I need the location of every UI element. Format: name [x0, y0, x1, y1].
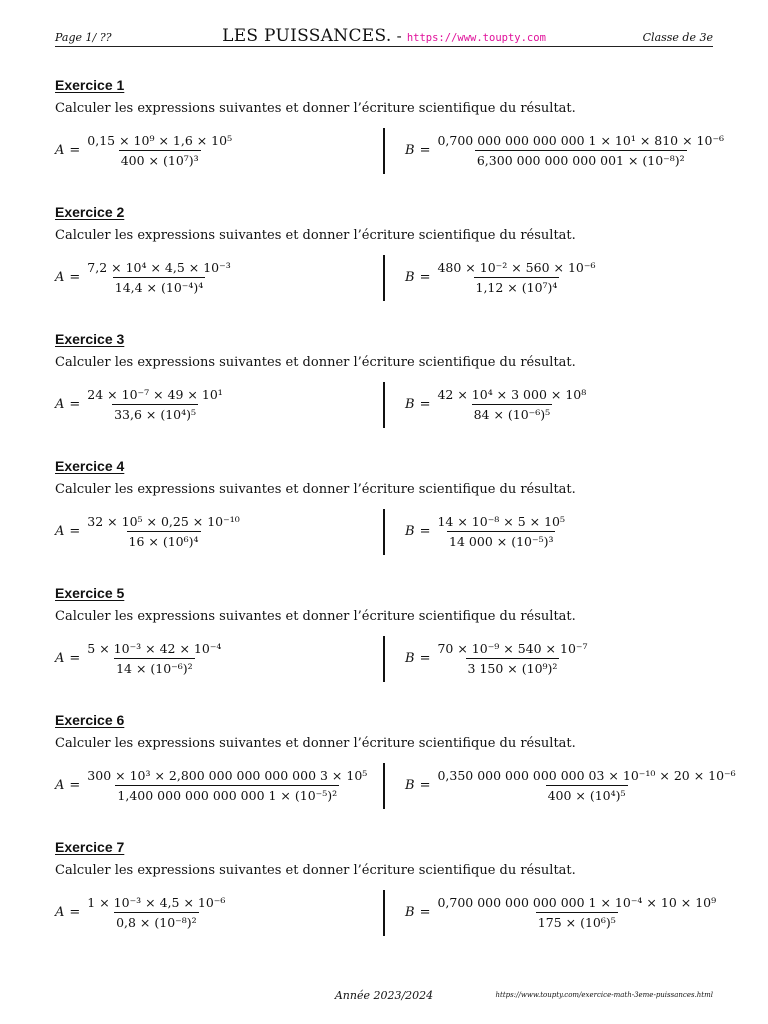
numerator: 0,15 × 10⁹ × 1,6 × 10⁵ [87, 132, 233, 148]
expression-b [405, 378, 588, 430]
exercise-expressions [55, 759, 736, 811]
fraction [85, 133, 234, 168]
class-level: Classe de 3e [642, 31, 713, 44]
column-divider [383, 382, 385, 428]
exercise-instruction: Calculer les expressions suivantes et donner l’écriture scientifique du résultat. [55, 228, 576, 243]
equals-sign: = [419, 523, 431, 539]
expression-b [405, 886, 718, 938]
exercise-title: Exercice 3 [55, 331, 125, 347]
equals-sign: = [419, 142, 431, 158]
expression-a [55, 251, 233, 303]
fraction [435, 133, 726, 168]
variable-name: B [405, 777, 415, 793]
exercise-5 [55, 585, 713, 695]
variable-name: A [55, 650, 65, 666]
exercise-title: Exercice 1 [55, 77, 125, 93]
exercise-title: Exercice 5 [55, 585, 125, 601]
equals-sign: = [69, 904, 81, 920]
equals-sign: = [69, 650, 81, 666]
numerator: 5 × 10⁻³ × 42 × 10⁻⁴ [87, 640, 222, 656]
expression-a [55, 124, 234, 176]
variable-name: A [55, 396, 65, 412]
exercise-6 [55, 712, 736, 822]
equals-sign: = [419, 396, 431, 412]
numerator: 24 × 10⁻⁷ × 49 × 10¹ [87, 386, 223, 402]
exercise-expressions [55, 632, 713, 684]
exercise-2 [55, 204, 713, 314]
numerator: 1 × 10⁻³ × 4,5 × 10⁻⁶ [87, 894, 226, 910]
title-separator: - [396, 27, 402, 45]
variable-name: B [405, 142, 415, 158]
numerator: 7,2 × 10⁴ × 4,5 × 10⁻³ [87, 259, 231, 275]
column-divider [383, 128, 385, 174]
numerator: 0,350 000 000 000 000 03 × 10⁻¹⁰ × 20 × 10⁻⁶ [437, 767, 736, 783]
variable-name: A [55, 523, 65, 539]
numerator: 300 × 10³ × 2,800 000 000 000 000 3 × 10⁵ [87, 767, 368, 783]
expression-a [55, 886, 227, 938]
numerator: 42 × 10⁴ × 3 000 × 10⁸ [437, 386, 587, 402]
footer-url[interactable]: https://www.toupty.com/exercice-math-3eme-puissances.html [495, 991, 713, 999]
page-header [55, 26, 713, 47]
fraction [85, 895, 227, 930]
exercise-expressions [55, 378, 713, 430]
numerator: 0,700 000 000 000 000 1 × 10¹ × 810 × 10⁻⁶ [437, 132, 725, 148]
fraction [435, 768, 737, 803]
header-title-area [55, 26, 713, 46]
expression-b [405, 505, 567, 557]
equals-sign: = [69, 777, 81, 793]
denominator: 175 × (10⁶)⁵ [536, 912, 618, 930]
variable-name: B [405, 269, 415, 285]
denominator: 33,6 × (10⁴)⁵ [112, 404, 198, 422]
variable-name: A [55, 904, 65, 920]
denominator: 14 000 × (10⁻⁵)³ [447, 531, 555, 549]
denominator: 400 × (10⁴)⁵ [546, 785, 628, 803]
exercise-7 [55, 839, 717, 949]
denominator: 1,12 × (10⁷)⁴ [474, 277, 560, 295]
exercise-instruction: Calculer les expressions suivantes et donner l’écriture scientifique du résultat. [55, 736, 576, 751]
denominator: 400 × (10⁷)³ [119, 150, 201, 168]
equals-sign: = [69, 269, 81, 285]
fraction [85, 260, 232, 295]
numerator: 0,700 000 000 000 000 1 × 10⁻⁴ × 10 × 10⁹ [437, 894, 717, 910]
exercise-expressions [55, 251, 713, 303]
equals-sign: = [419, 777, 431, 793]
fraction [435, 260, 597, 295]
equals-sign: = [419, 904, 431, 920]
exercise-instruction: Calculer les expressions suivantes et donner l’écriture scientifique du résultat. [55, 482, 576, 497]
fraction [435, 514, 567, 549]
denominator: 16 × (10⁶)⁴ [127, 531, 201, 549]
fraction [435, 895, 718, 930]
fraction [435, 387, 588, 422]
denominator: 14,4 × (10⁻⁴)⁴ [113, 277, 206, 295]
fraction [85, 514, 241, 549]
expression-a [55, 505, 242, 557]
exercise-title: Exercice 6 [55, 712, 125, 728]
exercise-instruction: Calculer les expressions suivantes et donner l’écriture scientifique du résultat. [55, 101, 576, 116]
denominator: 1,400 000 000 000 000 1 × (10⁻⁵)² [115, 785, 339, 803]
numerator: 32 × 10⁵ × 0,25 × 10⁻¹⁰ [87, 513, 240, 529]
numerator: 70 × 10⁻⁹ × 540 × 10⁻⁷ [437, 640, 588, 656]
variable-name: A [55, 269, 65, 285]
column-divider [383, 255, 385, 301]
equals-sign: = [69, 523, 81, 539]
expression-a [55, 759, 369, 811]
column-divider [383, 763, 385, 809]
exercise-instruction: Calculer les expressions suivantes et donner l’écriture scientifique du résultat. [55, 355, 576, 370]
exercise-instruction: Calculer les expressions suivantes et donner l’écriture scientifique du résultat. [55, 863, 576, 878]
equals-sign: = [419, 650, 431, 666]
exercise-1 [55, 77, 725, 187]
fraction [85, 768, 369, 803]
fraction [435, 641, 589, 676]
exercise-title: Exercice 2 [55, 204, 125, 220]
expression-b [405, 632, 590, 684]
variable-name: B [405, 523, 415, 539]
exercise-3 [55, 331, 713, 441]
variable-name: B [405, 396, 415, 412]
equals-sign: = [69, 396, 81, 412]
expression-a [55, 378, 225, 430]
variable-name: B [405, 650, 415, 666]
column-divider [383, 890, 385, 936]
denominator: 14 × (10⁻⁶)² [114, 658, 195, 676]
exercise-4 [55, 458, 713, 568]
exercise-title: Exercice 4 [55, 458, 125, 474]
column-divider [383, 509, 385, 555]
denominator: 84 × (10⁻⁶)⁵ [472, 404, 553, 422]
exercise-expressions [55, 505, 713, 557]
equals-sign: = [419, 269, 431, 285]
variable-name: A [55, 142, 65, 158]
fraction [85, 387, 225, 422]
expression-a [55, 632, 223, 684]
exercise-instruction: Calculer les expressions suivantes et donner l’écriture scientifique du résultat. [55, 609, 576, 624]
header-link[interactable]: https://www.toupty.com [406, 32, 546, 44]
fraction [85, 641, 223, 676]
document-title: LES PUISSANCES. [222, 26, 392, 46]
expression-b [405, 251, 597, 303]
exercise-expressions [55, 124, 725, 176]
denominator: 6,300 000 000 000 001 × (10⁻⁸)² [475, 150, 687, 168]
equals-sign: = [69, 142, 81, 158]
variable-name: B [405, 904, 415, 920]
denominator: 3 150 × (10⁹)² [466, 658, 560, 676]
variable-name: A [55, 777, 65, 793]
numerator: 14 × 10⁻⁸ × 5 × 10⁵ [437, 513, 566, 529]
exercise-title: Exercice 7 [55, 839, 125, 855]
numerator: 480 × 10⁻² × 560 × 10⁻⁶ [437, 259, 596, 275]
denominator: 0,8 × (10⁻⁸)² [114, 912, 199, 930]
page-number: Page 1/ ?? [55, 31, 112, 44]
footer-year: Année 2023/2024 [334, 989, 434, 1002]
exercise-expressions [55, 886, 717, 938]
expression-b [405, 759, 738, 811]
column-divider [383, 636, 385, 682]
expression-b [405, 124, 726, 176]
